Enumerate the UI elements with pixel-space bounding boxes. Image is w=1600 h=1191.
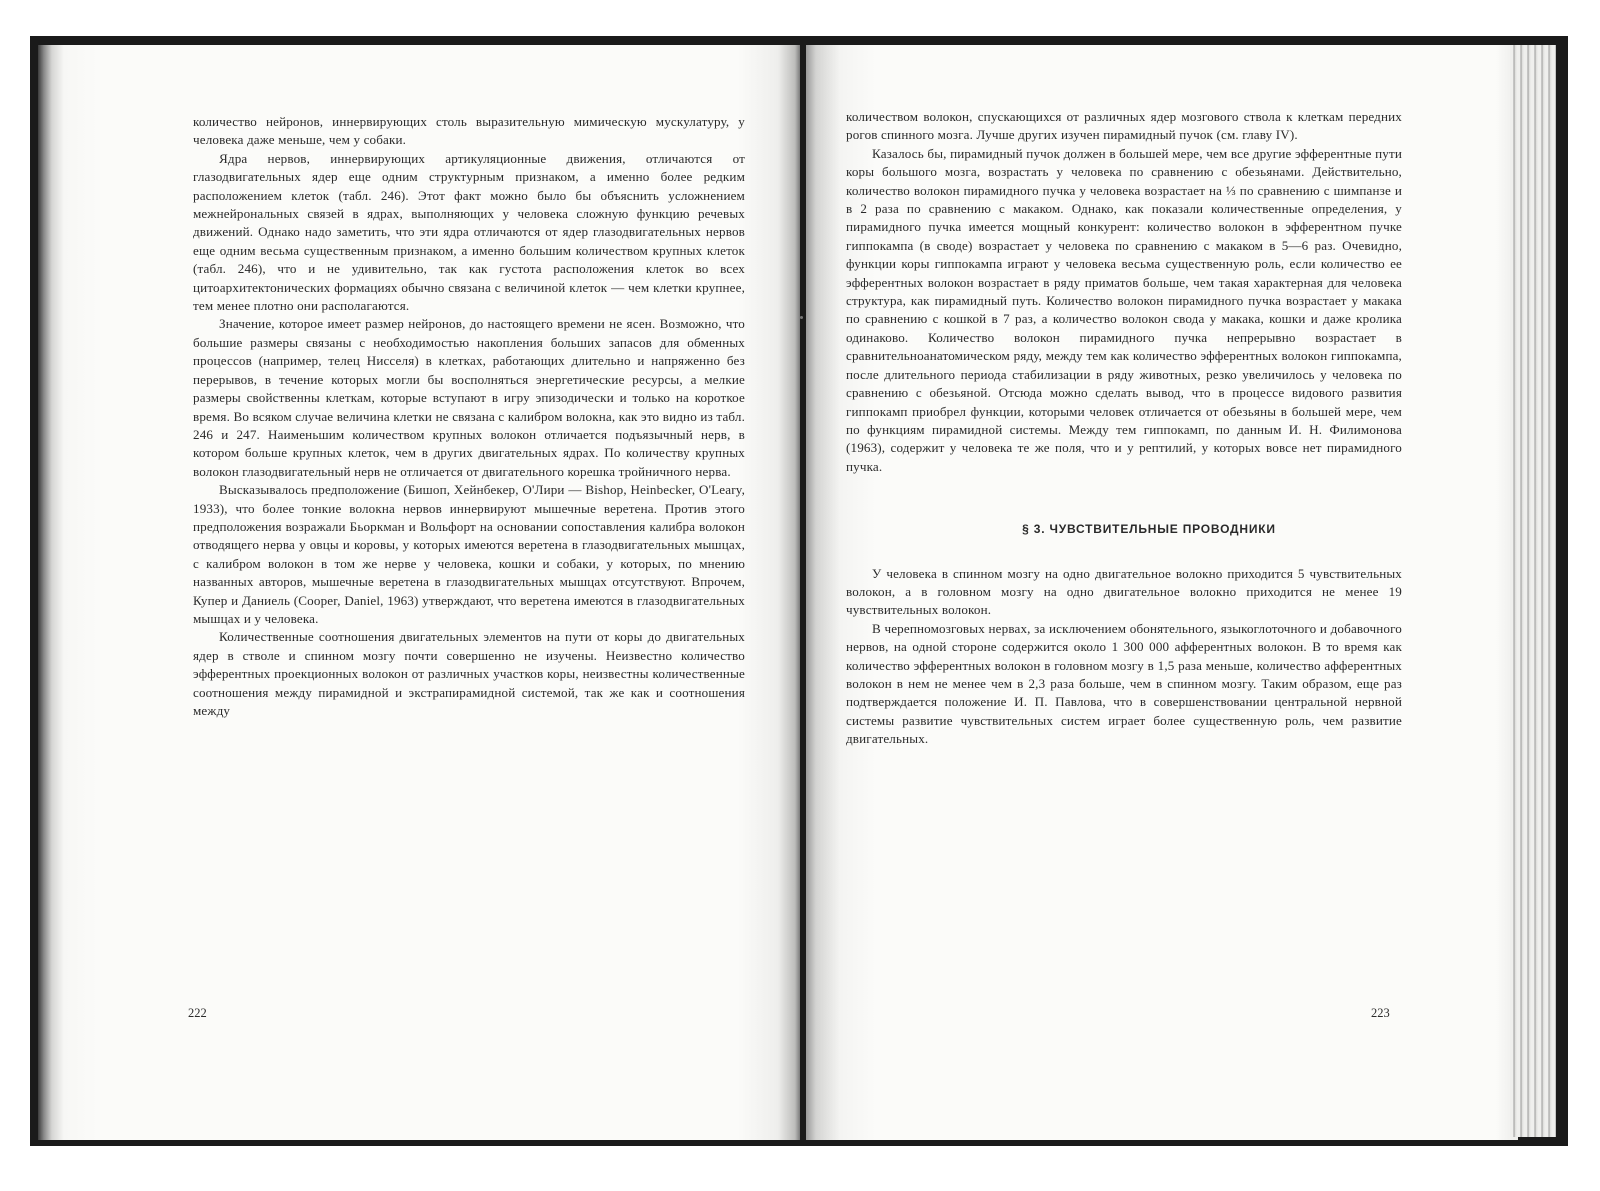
paragraph: количество нейронов, иннервирующих столь выразительную мимическую мускулатуру, у человека даже меньше, чем у собаки. [193,114,745,148]
gutter-mark [800,316,803,319]
page-edges [1510,45,1556,1137]
left-page-text [193,113,745,720]
paragraph: Значение, которое имеет размер нейронов, до настоящего времени не ясен. Возможно, что большие размеры связаны с необходимостью накопления больших запасов для обменных процессов (например, телец Нисселя) в клетках, работающих длительно и напряженно без перерывов, в течение которых могли бы восполняться энергетические ресурсы, а мелкие размеры свойственны клеткам, которые вступают в игру эпизодически и только на короткое время. Во всяком случае величина клетки не связана с калибром волокна, как это видно из табл. 246 и 247. Наименьшим количеством крупных волокон отличается подъязычный нерв, в котором больше крупных клеток, чем в других двигательных ядрах. По количеству крупных волокон глазодвигательный нерв не отличается от двигательного корешка тройничного нерва. [193,316,745,479]
page-number-right: 223 [1371,1006,1390,1020]
paragraph: Ядра нервов, иннервирующих артикуляционные движения, отличаются от глазодвигательных ядер еще одним структурным признаком, а именно более редким расположением клеток (табл. 246). Этот факт можно было бы объяснить усложнением межнейрональных связей в ядрах, выполняющих у человека сложную функцию речевых движений. Однако надо заметить, что эти ядра отличаются от ядер глазодвигательных нервов еще одним весьма существенным признаком, а именно большим количеством крупных клеток (табл. 246), что и не удивительно, так как густота расположения клеток во всех цитоархитектонических формациях обычно связана с величиной клеток — чем клетки крупнее, тем менее плотно они располагаются. [193,150,745,314]
page-number-left: 222 [188,1006,207,1020]
paragraph: количеством волокон, спускающихся от различных ядер мозгового ствола к клеткам передних рогов спинного мозга. Лучше других изучен пирамидный пучок (см. главу IV). [846,109,1402,143]
paragraph: В черепномозговых нервах, за исключением обонятельного, языкоглоточного и добавочного нервов, на одной стороне содержится около 1 300 000 афферентных волокон. В то время как количество эфферентных волокон в головном мозгу в 1,5 раза меньше, количество афферентных волокон в нем не менее чем в 2,3 раза больше, чем в спинном мозгу. Таким образом, еще раз подтверждается положение И. П. Павлова, что в совершенствовании центральной нервной системы развитие чувствительных систем играет более существенную роль, чем развитие двигательных. [846,620,1402,747]
paragraph: Казалось бы, пирамидный пучок должен в большей мере, чем все другие эфферентные пути коры большого мозга, возрастать у человека по сравнению с обезьянами. Действительно, количество волокон пирамидного пучка у человека возрастает на ⅓ по сравнению с шимпанзе и в 2 раза по сравнению с макаком. Однако, как показали количественные определения, у пирамидного пучка имеется мощный конкурент: количество волокон в эфферентном пучке гиппокампа (в своде) возрастает у человека по сравнению с макаком в 5—6 раз. Очевидно, функции коры гиппокампа играют у человека весьма существенную роль, если количество ее эфферентных волокон возрастает в ряду приматов больше, чем такая характерная для человека структура, как пирамидный путь. Количество волокон пирамидного пучка возрастает у макака по сравнению с кошкой в 7 раз, а количество волокон свода у макака, кошки и даже кролика одинаково. Количество волокон пирамидного пучка непрерывно возрастает в сравнительноанатомическом ряду, между тем как количество эфферентных волокон гиппокампа, после длительного периода стабилизации в ряду животных, резко увеличилось у человека по сравнению с обезьяной. Отсюда можно сделать вывод, что в процессе видового развития гиппокамп приобрел функции, которыми человек отличается от обезьяны в большей мере, чем по функциям пирамидной системы. Между тем гиппокамп, по данным И. Н. Филимонова (1963), содержит у человека те же поля, что и у рептилий, у которых вовсе нет пирамидного пучка. [846,145,1402,474]
section-heading: § 3. ЧУВСТВИТЕЛЬНЫЕ ПРОВОДНИКИ [1022,522,1276,537]
paragraph: У человека в спинном мозгу на одно двигательное волокно приходится 5 чувствительных волокон, а в головном мозгу на одно двигательное волокно приходится не менее 19 чувствительных волокон. [846,565,1402,618]
paragraph: Количественные соотношения двигательных элементов на пути от коры до двигательных ядер в стволе и спинном мозгу почти совершенно не изучены. Неизвестно количество эфферентных проекционных волокон от различных участков коры, неизвестны количественные соотношения между пирамидной и экстрапирамидной системой, так же как и соотношения между [193,629,745,718]
right-page-text [846,108,1402,749]
paragraph: Высказывалось предположение (Бишоп, Хейнбекер, О'Лири — Bishop, Heinbecker, O'Leary, 1933), что более тонкие волокна нервов иннервируют мышечные веретена. Против этого предположения возражали Бьоркман и Вольфорт на основании сопоставления калибра волокон отводящего нерва у овцы и коровы, у которых имеются веретена в глазодвигательных мышцах, с калибром волокон в том же нерве у человека, кошки и собаки, у которых, по мнению названных авторов, мышечные веретена в глазодвигательных мышцах отсутствуют. Впрочем, Купер и Даниель (Cooper, Daniel, 1963) утверждают, что веретена имеются в глазодвигательных мышцах и у человека. [193,482,745,626]
